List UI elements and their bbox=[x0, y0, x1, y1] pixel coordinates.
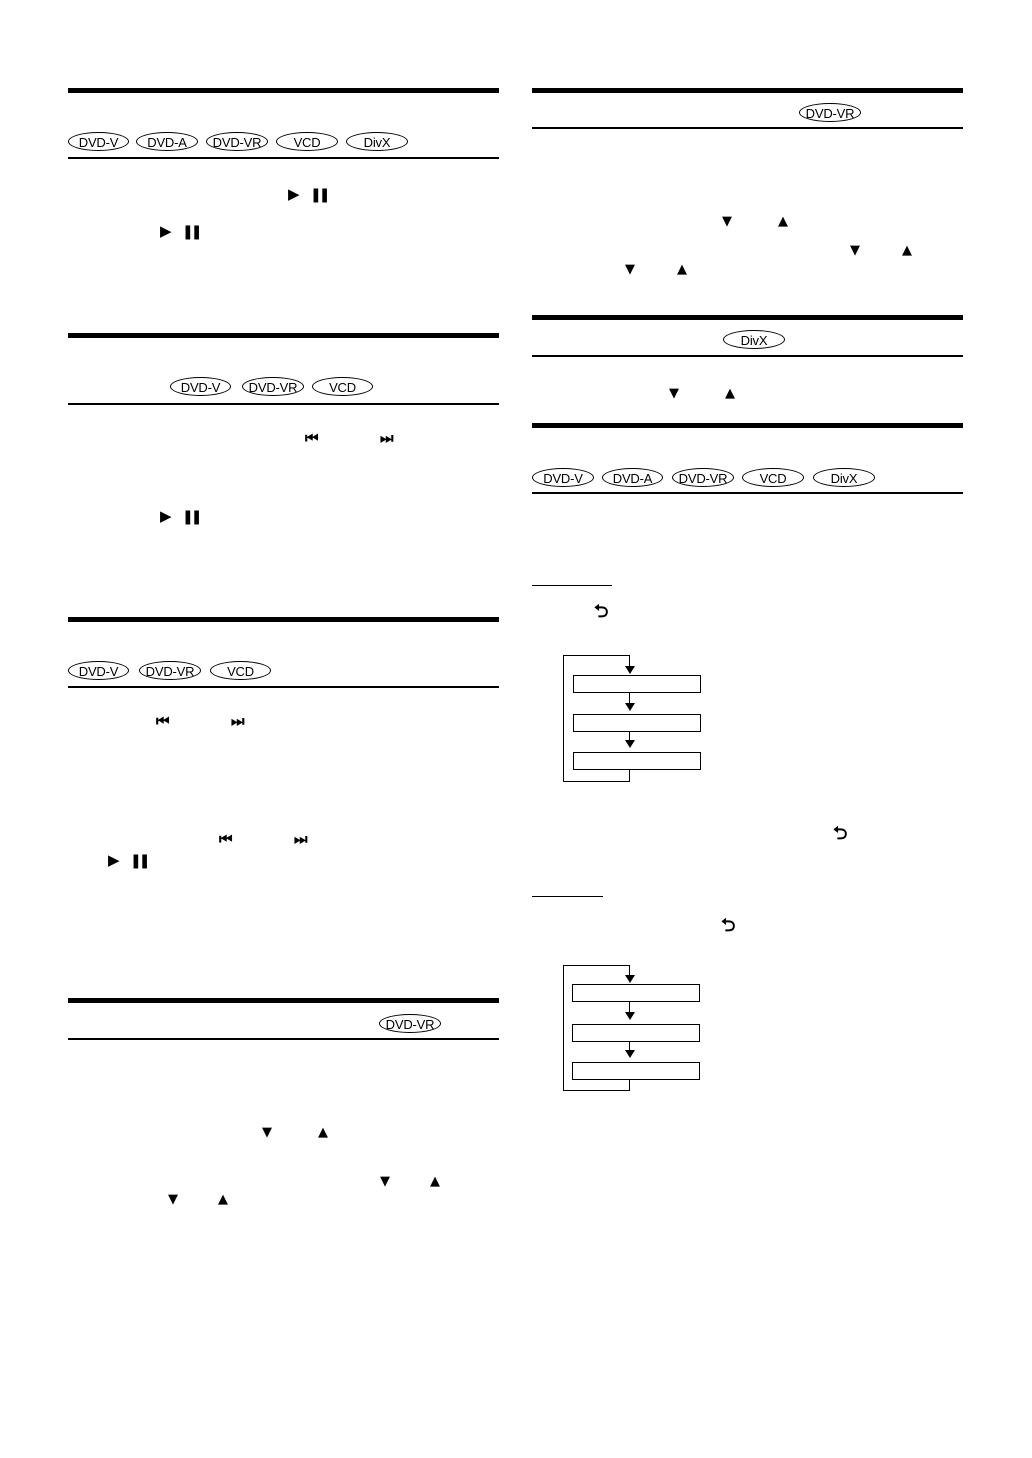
up-arrow-icon: ▲ bbox=[725, 386, 735, 401]
section-rule-bottom bbox=[68, 686, 499, 688]
subheading-underline bbox=[532, 585, 612, 586]
prev-icon: ⏮ bbox=[305, 429, 313, 447]
disc-badge-dvd-vr: DVD-VR bbox=[139, 661, 201, 680]
repeat-icon: ⮌ bbox=[721, 915, 736, 936]
section-rule-top bbox=[68, 617, 499, 622]
disc-badge-divx: DivX bbox=[346, 132, 408, 151]
arrow-down-icon bbox=[625, 1050, 635, 1058]
disc-badge-dvd-vr: DVD-VR bbox=[672, 468, 734, 487]
play-icon: ▶ bbox=[160, 507, 172, 525]
down-arrow-icon: ▼ bbox=[625, 262, 635, 277]
play-icon: ▶ bbox=[108, 851, 120, 869]
flow-loop-top bbox=[563, 965, 630, 966]
subheading-underline bbox=[532, 896, 603, 897]
next-icon: ⏭ bbox=[294, 830, 302, 848]
prev-icon: ⏮ bbox=[219, 830, 227, 848]
disc-badge-dvd-vr: DVD-VR bbox=[206, 132, 268, 151]
disc-badge-vcd: VCD bbox=[210, 661, 271, 680]
up-arrow-icon: ▲ bbox=[902, 243, 912, 258]
up-arrow-icon: ▲ bbox=[318, 1125, 328, 1140]
disc-badge-dvd-vr: DVD-VR bbox=[379, 1014, 441, 1033]
up-arrow-icon: ▲ bbox=[218, 1192, 228, 1207]
prev-icon: ⏮ bbox=[156, 712, 164, 730]
down-arrow-icon: ▼ bbox=[669, 386, 679, 401]
flow-step-box bbox=[572, 1062, 700, 1080]
flow-step-box bbox=[573, 714, 701, 732]
flow-connector bbox=[629, 770, 630, 782]
disc-badge-vcd: VCD bbox=[742, 468, 804, 487]
flow-loop-top bbox=[563, 655, 630, 656]
flow-step-box bbox=[573, 752, 701, 770]
pause-icon: ❚❚ bbox=[182, 224, 200, 240]
disc-badge-vcd: VCD bbox=[312, 377, 373, 396]
section-rule-top bbox=[68, 998, 499, 1003]
down-arrow-icon: ▼ bbox=[168, 1192, 178, 1207]
section-rule-bottom bbox=[68, 1038, 499, 1040]
disc-badge-dvd-vr: DVD-VR bbox=[799, 103, 861, 122]
disc-badge-vcd: VCD bbox=[276, 132, 338, 151]
pause-icon: ❚❚ bbox=[182, 509, 200, 525]
disc-badge-dvd-a: DVD-A bbox=[602, 468, 663, 487]
arrow-down-icon bbox=[625, 666, 635, 674]
section-rule-bottom bbox=[532, 355, 963, 357]
flow-loop-bottom bbox=[563, 781, 630, 782]
up-arrow-icon: ▲ bbox=[778, 214, 788, 229]
flow-step-box bbox=[572, 1024, 700, 1042]
flow-connector bbox=[629, 1080, 630, 1091]
section-rule-bottom bbox=[68, 157, 499, 159]
down-arrow-icon: ▼ bbox=[850, 243, 860, 258]
repeat-icon: ⮌ bbox=[594, 601, 609, 622]
section-rule-bottom bbox=[532, 492, 963, 494]
disc-badge-dvd-v: DVD-V bbox=[68, 132, 129, 151]
section-rule-bottom bbox=[68, 403, 499, 405]
up-arrow-icon: ▲ bbox=[430, 1174, 440, 1189]
play-icon: ▶ bbox=[160, 222, 172, 240]
down-arrow-icon: ▼ bbox=[380, 1174, 390, 1189]
section-rule-top bbox=[532, 88, 963, 93]
disc-badge-dvd-v: DVD-V bbox=[170, 377, 231, 396]
next-icon: ⏭ bbox=[231, 712, 239, 730]
pause-icon: ❚❚ bbox=[310, 187, 328, 203]
disc-badge-divx: DivX bbox=[813, 468, 875, 487]
play-icon: ▶ bbox=[288, 185, 300, 203]
flow-step-box bbox=[573, 675, 701, 693]
section-rule-top bbox=[68, 333, 499, 338]
disc-badge-dvd-v: DVD-V bbox=[68, 661, 129, 680]
section-rule-top bbox=[68, 88, 499, 93]
next-icon: ⏭ bbox=[380, 429, 388, 447]
flow-step-box bbox=[572, 984, 700, 1002]
arrow-down-icon bbox=[625, 740, 635, 748]
flow-loop-left bbox=[563, 965, 564, 1091]
section-rule-top bbox=[532, 423, 963, 428]
pause-icon: ❚❚ bbox=[130, 853, 148, 869]
section-rule-top bbox=[532, 315, 963, 320]
up-arrow-icon: ▲ bbox=[677, 262, 687, 277]
disc-badge-dvd-v: DVD-V bbox=[532, 468, 594, 487]
down-arrow-icon: ▼ bbox=[722, 214, 732, 229]
repeat-icon: ⮌ bbox=[833, 823, 848, 844]
down-arrow-icon: ▼ bbox=[262, 1125, 272, 1140]
section-rule-bottom bbox=[532, 127, 963, 129]
arrow-down-icon bbox=[625, 1012, 635, 1020]
disc-badge-dvd-a: DVD-A bbox=[136, 132, 198, 151]
disc-badge-dvd-vr: DVD-VR bbox=[242, 377, 304, 396]
flow-loop-bottom bbox=[563, 1090, 630, 1091]
disc-badge-divx: DivX bbox=[723, 330, 785, 349]
arrow-down-icon bbox=[625, 703, 635, 711]
arrow-down-icon bbox=[625, 975, 635, 983]
flow-loop-left bbox=[563, 655, 564, 782]
